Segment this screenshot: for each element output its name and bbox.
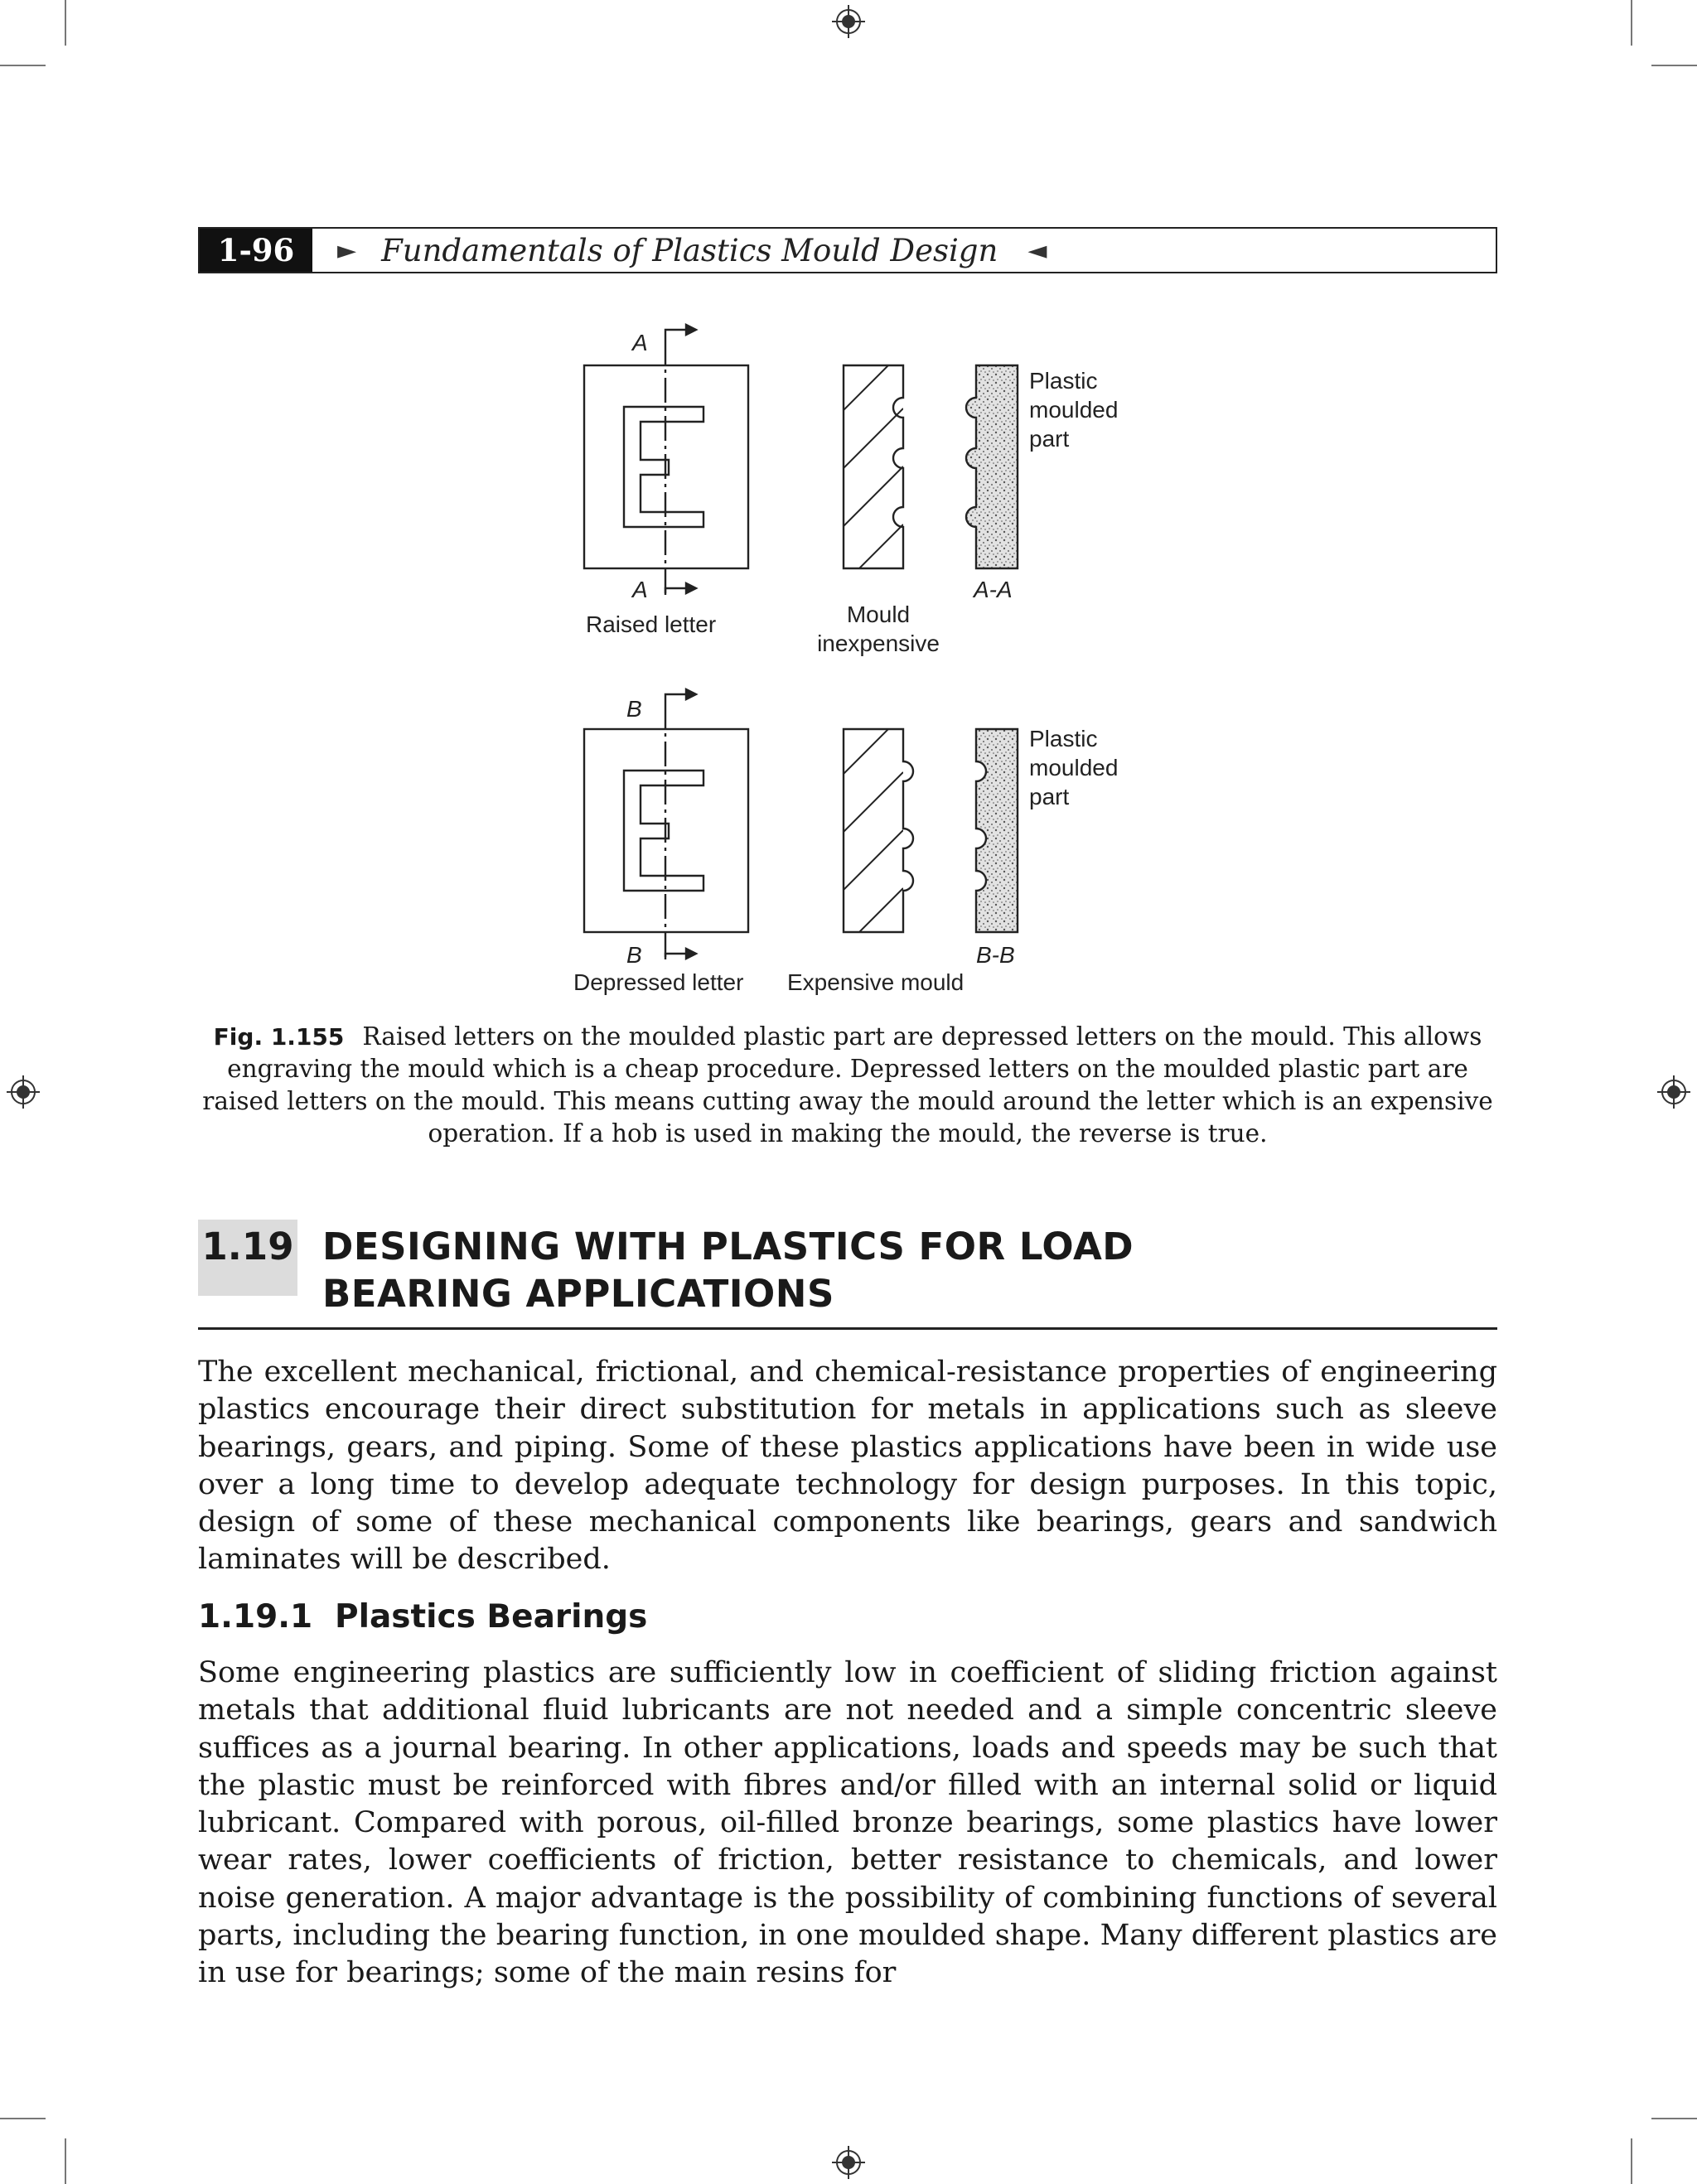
crop-mark bbox=[1651, 2118, 1697, 2119]
left-triangle-icon: ◄ bbox=[1027, 235, 1047, 265]
section-label-b-b: B-B bbox=[976, 942, 1015, 968]
section-paragraph: The excellent mechanical, frictional, and chemical-resistance properties of engineering plastics encourage their direct substitution for metals in applications such as sleeve bearings, gears, and piping. Some of these plastics applications have been in wide use over a long time to develop adequate technology for design purposes. In this topic, design of some of these mechanical components like bearings, gears and sandwich laminates will be described. bbox=[198, 1355, 1497, 1577]
plastic-part-section-a bbox=[966, 365, 1018, 568]
registration-mark-icon bbox=[1657, 1075, 1690, 1109]
page-number: 1-96 bbox=[200, 229, 312, 272]
depressed-letter-caption: Depressed letter bbox=[573, 969, 744, 995]
caption-text: Raised letters on the moulded plastic part are depressed letters on the mould. This allows engraving the mould which is a cheap procedure. Depressed letters on the moulded plastic part are raised letters on the mould. This means cutting away the mould around the letter which is an expensive operation. If a hob is used in making the mould, the reverse is true. bbox=[202, 1022, 1493, 1148]
section-letter-a-top: A bbox=[632, 330, 648, 355]
letter-e-outline bbox=[624, 771, 703, 891]
section-letter-a-bottom: A bbox=[632, 577, 648, 602]
figure-1-155 bbox=[0, 0, 1697, 1027]
mould-inexpensive-section bbox=[844, 350, 903, 642]
section-letter-b-bottom: B bbox=[626, 942, 642, 968]
crop-mark bbox=[1631, 2138, 1632, 2184]
figure-caption bbox=[198, 1021, 1497, 1150]
subsection-paragraph: Some engineering plastics are sufficiently low in coefficient of sliding friction against metals that additional fluid lubricants are not needed and a simple concentric sleeve suffices as a journal bearing. In other applications, loads and speeds may be such that the plastic must be reinforced with fibres and/or filled with an internal solid or liquid lubricant. Compared with porous, oil-filled bronze bearings, some plastics have lower wear rates, lower coefficients of friction, better resistance to chemicals, and lower noise generation. A major advantage is the possibility of combining functions of several parts, including the bearing function, in one moulded shape. Many different plastics are in use for bearings; some of the main resins for bbox=[198, 1656, 1497, 1990]
crop-mark bbox=[0, 2118, 46, 2119]
plastic-part-label-top: Plastic moulded part bbox=[1029, 368, 1119, 452]
section-rule bbox=[198, 1327, 1497, 1330]
figure-drawing bbox=[0, 0, 1697, 1027]
subsection-number: 1.19.1 bbox=[198, 1598, 313, 1636]
expensive-mould-caption: Expensive mould bbox=[787, 969, 965, 995]
mould-expensive-section bbox=[844, 714, 913, 1006]
section-label-a-a: A-A bbox=[974, 577, 1013, 602]
right-triangle-icon: ► bbox=[337, 235, 357, 265]
mould-inexpensive-caption: Mould inexpensive bbox=[817, 602, 940, 656]
book-title: Fundamentals of Plastics Mould Design bbox=[381, 232, 998, 268]
section-letter-b-top: B bbox=[626, 696, 642, 722]
figure-number: Fig. 1.155 bbox=[213, 1023, 345, 1051]
plastic-part-section-b bbox=[976, 729, 1018, 932]
plastic-part-label-bottom: Plastic moulded part bbox=[1029, 726, 1119, 809]
raised-letter-caption: Raised letter bbox=[586, 611, 717, 637]
section-title: DESIGNING WITH PLASTICS FOR LOAD BEARING APPLICATIONS bbox=[322, 1225, 1134, 1316]
registration-mark-icon bbox=[832, 2146, 865, 2179]
letter-e-outline bbox=[624, 407, 703, 527]
subsection-heading bbox=[198, 1597, 647, 1637]
crop-mark bbox=[65, 2138, 66, 2184]
section-number: 1.19 bbox=[198, 1220, 297, 1296]
subsection-title: Plastics Bearings bbox=[335, 1598, 648, 1636]
registration-mark-icon bbox=[7, 1075, 40, 1109]
